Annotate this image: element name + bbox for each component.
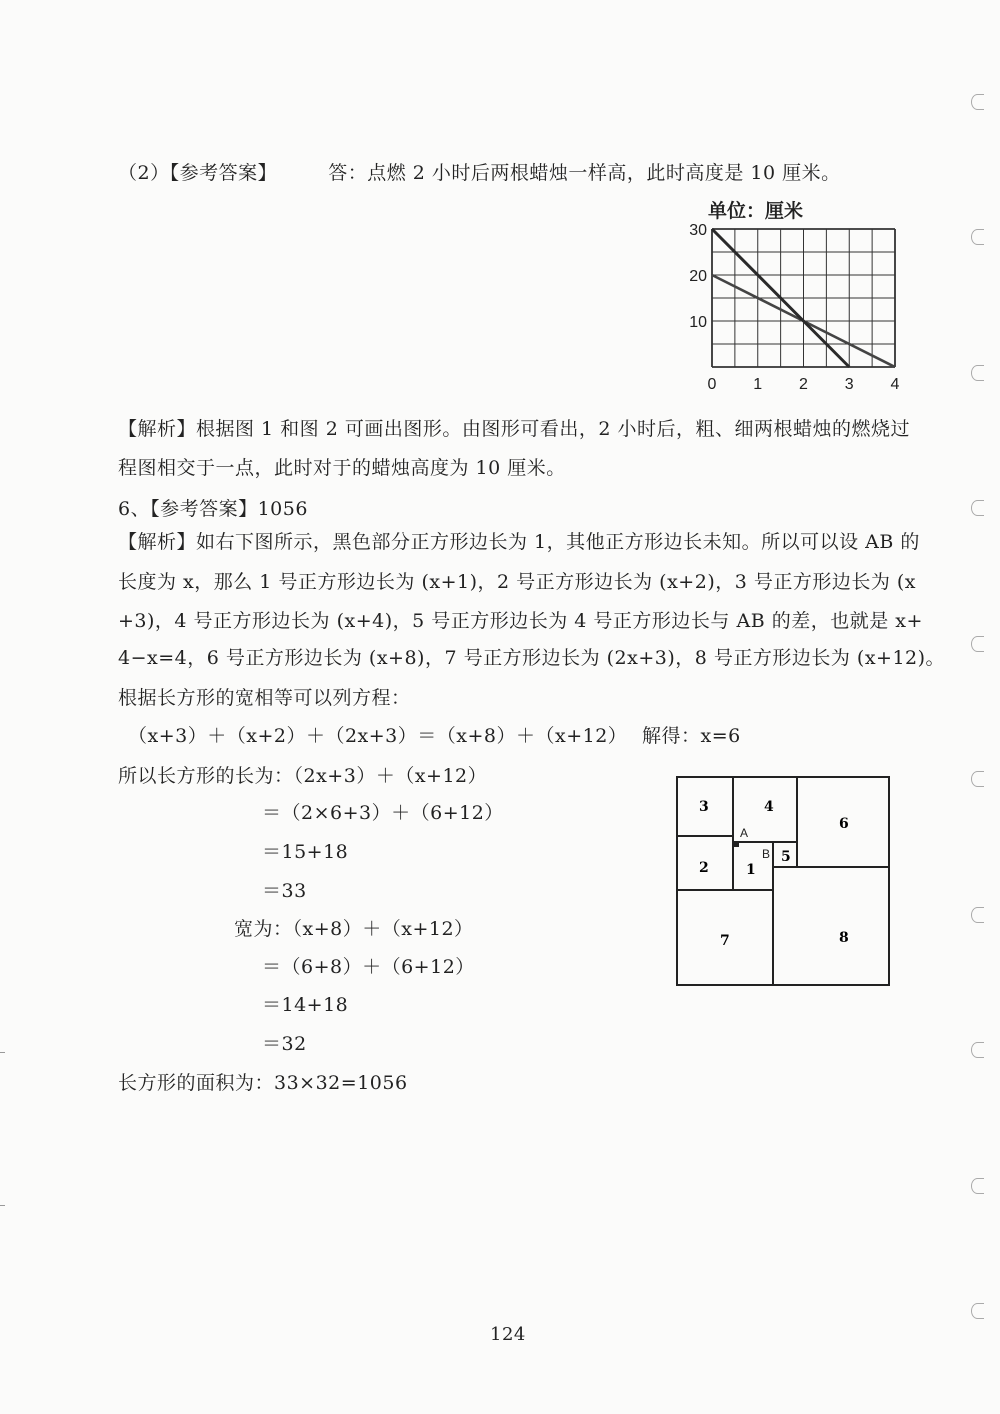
chart-title: 单位：厘米 — [708, 201, 804, 222]
chart-grid — [712, 229, 895, 367]
answer-label: （2）【参考答案】 — [118, 162, 278, 184]
square-7-label: 7 — [720, 933, 730, 949]
square-3-label: 3 — [699, 799, 709, 815]
square-5-label: 5 — [781, 849, 791, 865]
length-line: ＝（2×6+3）＋（6+12） — [262, 802, 504, 824]
q6-analysis-line: 【解析】如右下图所示，黑色部分正方形边长为 1，其他正方形边长未知。所以可以设 AB 的 — [118, 531, 920, 553]
length-line: 所以长方形的长为：（2x+3）＋（x+12） — [118, 765, 488, 787]
binder-hole — [971, 365, 984, 381]
q6-solution: 解得：x=6 — [642, 725, 741, 747]
x-tick-label: 0 — [707, 376, 717, 393]
length-line: ＝15+18 — [262, 841, 349, 863]
outer-rectangle — [677, 777, 889, 985]
squared-rectangle-figure — [670, 770, 900, 995]
margin-mark — [0, 1205, 5, 1206]
binder-hole — [971, 229, 984, 245]
x-tick-label: 2 — [799, 376, 808, 393]
area-line: 长方形的面积为：33×32=1056 — [118, 1072, 408, 1094]
q6-analysis-line: 长度为 x，那么 1 号正方形边长为 (x+1)，2 号正方形边长为 (x+2)，3 号正方形边长为 (x — [118, 571, 917, 593]
binder-hole — [971, 636, 984, 652]
width-line: ＝（6+8）＋（6+12） — [262, 956, 475, 978]
square-2-label: 2 — [699, 860, 709, 876]
y-tick-label: 20 — [689, 268, 707, 285]
binder-hole — [971, 94, 984, 110]
black-unit-square — [733, 842, 739, 847]
binder-hole — [971, 907, 984, 923]
candle-chart — [680, 192, 910, 397]
binder-hole — [971, 771, 984, 787]
y-tick-label: 30 — [689, 222, 707, 239]
q6-analysis-line: 4−x=4，6 号正方形边长为 (x+8)，7 号正方形边长为 (2x+3)，8 号正方形边长为 (x+12)。 — [118, 647, 946, 669]
y-tick-label: 10 — [689, 314, 707, 331]
margin-mark — [0, 1052, 5, 1053]
page-number: 124 — [490, 1324, 526, 1345]
binder-hole — [971, 1178, 984, 1194]
square-1-label: 1 — [746, 862, 756, 878]
width-line: 宽为：（x+8）＋（x+12） — [234, 918, 474, 940]
q6-answer: 6、【参考答案】1056 — [118, 498, 308, 520]
point-b-label: B — [762, 847, 771, 861]
binder-hole — [971, 1303, 984, 1319]
analysis-5-line-2: 程图相交于一点，此时对于的蜡烛高度为 10 厘米。 — [118, 457, 566, 479]
analysis-5-line-1: 【解析】根据图 1 和图 2 可画出图形。由图形可看出，2 小时后，粗、细两根蜡烛的燃烧过 — [118, 418, 910, 440]
square-8 — [773, 867, 889, 985]
binder-hole — [971, 1042, 984, 1058]
section-5-2-row — [118, 158, 841, 185]
length-line: ＝33 — [262, 880, 307, 902]
width-line: ＝32 — [262, 1033, 307, 1055]
square-6-label: 6 — [839, 816, 849, 832]
width-line: ＝14+18 — [262, 994, 349, 1016]
q6-equation: （x+3）＋（x+2）＋（2x+3）＝（x+8）＋（x+12） — [128, 725, 628, 747]
x-tick-label: 3 — [844, 376, 854, 393]
x-tick-label: 1 — [753, 376, 763, 393]
square-8-label: 8 — [839, 930, 849, 946]
square-4-label: 4 — [764, 799, 774, 815]
answer-text: 答：点燃 2 小时后两根蜡烛一样高，此时高度是 10 厘米。 — [328, 162, 841, 184]
x-tick-label: 4 — [890, 376, 900, 393]
q6-analysis-line: 根据长方形的宽相等可以列方程： — [118, 687, 411, 709]
binder-hole — [971, 500, 984, 516]
point-a-label: A — [740, 826, 749, 840]
q6-analysis-line: +3)，4 号正方形边长为 (x+4)，5 号正方形边长为 4 号正方形边长与 AB 的差，也就是 x+ — [118, 610, 923, 632]
